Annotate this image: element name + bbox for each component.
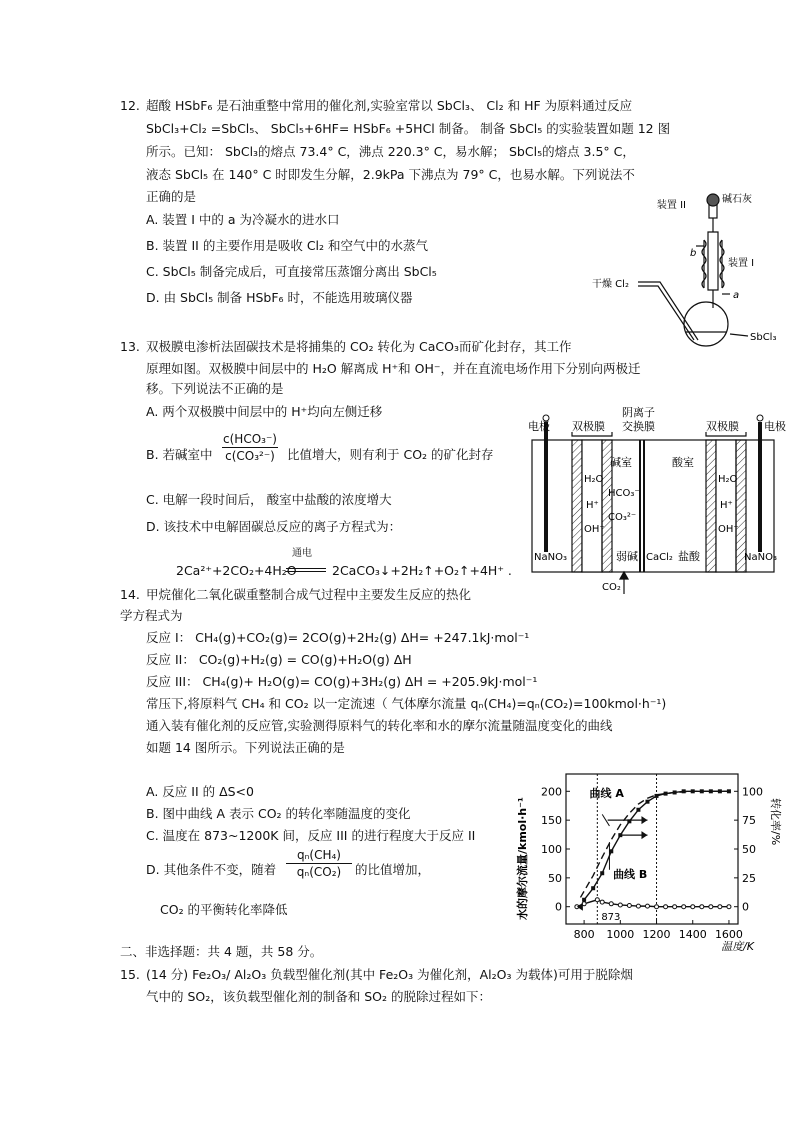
- fig13-alkali-room: 碱室: [610, 456, 632, 469]
- fig13-oh-right: OH⁻: [718, 524, 739, 535]
- q12-option-b: B. 装置 II 的主要作用是吸收 Cl₂ 和空气中的水蒸气: [146, 238, 429, 253]
- y-right-tick-label: 0: [742, 900, 749, 914]
- q13-fraction-numerator: c(HCO₃⁻): [223, 432, 277, 446]
- data-point: [636, 904, 640, 908]
- x-tick-label: 1000: [606, 928, 635, 941]
- fig13-co3: CO₃²⁻: [608, 512, 637, 523]
- data-point: [727, 789, 731, 793]
- data-point: [673, 905, 677, 909]
- q15-line1: (14 分) Fe₂O₃/ Al₂O₃ 负载型催化剂(其中 Fe₂O₃ 为催化剂，Al₂O₃ 为载体)可用于脱除烟: [146, 967, 633, 982]
- q13-eq-left: 2Ca²⁺+2CO₂+4H₂O: [176, 563, 297, 578]
- arrow-75-head: [641, 816, 647, 824]
- q14-option-d-suffix: 的比值增加，: [355, 862, 431, 877]
- q14-option-d-fraction: [286, 848, 352, 879]
- q15-number: 15.: [120, 967, 140, 982]
- q14-option-d-prefix: D. 其他条件不变，随着: [146, 862, 277, 877]
- marker-873-label: 873: [601, 912, 621, 923]
- q14-reaction2: 反应 II： CO₂(g)+H₂(g) = CO(g)+H₂O(g) ΔH: [146, 652, 412, 667]
- q14-reaction1: 反应 I： CH₄(g)+CO₂(g)= 2CO(g)+2H₂(g) ΔH= +247.1kJ·mol⁻¹: [146, 630, 530, 645]
- fig13-electrode-right: 电极: [764, 420, 786, 433]
- data-point: [582, 898, 586, 902]
- fig13-hplus-right: H⁺: [720, 500, 733, 511]
- data-point: [645, 904, 649, 908]
- data-point: [645, 800, 649, 804]
- x-tick-label: 1600: [714, 928, 743, 941]
- q15-line2: 气中的 SO₂，该负载型催化剂的制备和 SO₂ 的脱除过程如下：: [146, 989, 491, 1004]
- q12-line4: 液态 SbCl₅ 在 140° C 时即发生分解，2.9kPa 下沸点为 79° C，也易水解。下列说法不: [146, 167, 635, 182]
- q13-eq-arrow: [286, 568, 326, 572]
- q12-line5: 正确的是: [146, 189, 197, 204]
- fig12-device2-label: 装置 II: [656, 200, 686, 211]
- fig13-h2o-left: H₂O: [584, 474, 604, 485]
- data-point: [664, 905, 668, 909]
- q13-option-b-suffix: 比值增大，则有利于 CO₂ 的矿化封存: [287, 447, 494, 462]
- y-left-tick-label: 50: [548, 871, 562, 885]
- data-point: [700, 905, 704, 909]
- fig12-soda-lime-label: 碱石灰: [722, 194, 752, 205]
- data-point: [682, 789, 686, 793]
- y-left-tick-label: 0: [555, 900, 562, 914]
- data-point: [700, 789, 704, 793]
- fig12-b-label: b: [690, 248, 697, 259]
- arrow-left-axis-head: [577, 903, 583, 911]
- data-point: [709, 789, 713, 793]
- q13-eq-condition: 通电: [292, 548, 312, 559]
- fig12-a-label: a: [733, 290, 740, 301]
- q14-line1: 甲烷催化二氧化碳重整制合成气过程中主要发生反应的热化: [146, 587, 472, 602]
- data-point: [591, 886, 595, 890]
- q14-fraction-numerator: qₙ(CH₄): [286, 848, 352, 864]
- q13-option-c: C. 电解一段时间后， 酸室中盐酸的浓度增大: [146, 492, 392, 507]
- data-point: [709, 905, 713, 909]
- q14-line4: 通入装有催化剂的反应管,实验测得原料气的转化率和水的摩尔流量随温度变化的曲线: [146, 718, 613, 733]
- q12-line1: 超酸 HSbF₆ 是石油重整中常用的催化剂,实验室常以 SbCl₃、 Cl₂ 和 HF 为原料通过反应: [146, 98, 633, 113]
- x-tick-label: 1200: [642, 928, 671, 941]
- q13-right-electrode: [758, 422, 762, 552]
- y-right-tick-label: 75: [742, 814, 756, 828]
- fig13-electrode-left: 电极: [528, 420, 550, 433]
- fig13-anion-label-1: 阴离子: [622, 406, 655, 419]
- q12-number: 12.: [120, 98, 140, 113]
- q14-line5: 如题 14 图所示。下列说法正确的是: [146, 740, 345, 755]
- fig13-weak-base: 弱碱: [616, 550, 638, 563]
- data-point: [664, 792, 668, 796]
- curve-b-label: 曲线 B: [613, 867, 648, 881]
- x-tick-label: 1400: [678, 928, 707, 941]
- fig13-bipolar-right: 双极膜: [706, 420, 739, 433]
- q14-line2: 学方程式为: [120, 608, 183, 623]
- q12-line3: 所示。已知： SbCl₃的熔点 73.4° C，沸点 220.3° C，易水解； SbCl₅的熔点 3.5° C，: [146, 144, 635, 159]
- y-right-axis-label: 转化率/%: [769, 798, 782, 846]
- q14-number: 14.: [120, 587, 140, 602]
- data-point: [718, 905, 722, 909]
- arrow-62-head: [641, 831, 647, 839]
- q13-left-electrode: [544, 422, 548, 552]
- q12-line2: SbCl₃+Cl₂ =SbCl₅、 SbCl₅+6HF= HSbF₆ +5HCl 制备。 制备 SbCl₅ 的实验装置如题 12 图: [146, 121, 671, 136]
- data-point: [636, 808, 640, 812]
- fig13-bipolar-left: 双极膜: [572, 420, 605, 433]
- data-point: [718, 789, 722, 793]
- data-point: [600, 871, 604, 875]
- q12-option-a: A. 装置 I 中的 a 为冷凝水的进水口: [146, 212, 340, 227]
- fig13-nano3-right: NaNO₃: [744, 552, 777, 563]
- q14-line3: 常压下,将原料气 CH₄ 和 CO₂ 以一定流速（ 气体摩尔流量 qₙ(CH₄)=qₙ(CO₂)=100kmol·h⁻¹): [146, 696, 667, 711]
- fig13-oh-left: OH⁻: [584, 524, 605, 535]
- q13-number: 13.: [120, 339, 140, 354]
- curve-a-label: 曲线 A: [589, 787, 624, 801]
- q13-option-b-prefix: B. 若碱室中: [146, 447, 213, 462]
- fig13-co2: CO₂: [602, 582, 621, 593]
- fig12-device1-label: 装置 I: [728, 258, 755, 269]
- fig13-hcl: 盐酸: [678, 550, 700, 563]
- part2-title: 二、非选择题：共 4 题，共 58 分。: [120, 944, 323, 959]
- q13-option-a: A. 两个双极膜中间层中的 H⁺均向左侧迁移: [146, 404, 383, 419]
- fig13-hplus-left: H⁺: [586, 500, 599, 511]
- q12-apparatus-figure: [590, 190, 790, 350]
- fig12-sbcl3-label: SbCl₃: [750, 332, 777, 343]
- q13-line2: 原理如图。双极膜中间层中的 H₂O 解离成 H⁺和 OH⁻，并在直流电场作用下分别向两极迁: [146, 361, 641, 376]
- y-right-tick-label: 100: [742, 785, 763, 799]
- y-right-tick-label: 25: [742, 871, 756, 885]
- q13-electrodialysis-figure: [522, 404, 786, 594]
- y-left-tick-label: 150: [541, 814, 562, 828]
- y-left-tick-label: 200: [541, 785, 562, 799]
- data-point: [600, 900, 604, 904]
- q14-fraction-denominator: qₙ(CO₂): [296, 865, 342, 879]
- q13-line3: 移。下列说法不正确的是: [146, 381, 284, 396]
- q14-reaction3: 反应 III： CH₄(g)+ H₂O(g)= CO(g)+3H₂(g) ΔH = +205.9kJ·mol⁻¹: [146, 674, 538, 689]
- fig13-hco3: HCO₃⁻: [608, 488, 640, 499]
- q13-eq-right: 2CaCO₃↓+2H₂↑+O₂↑+4H⁺ .: [332, 563, 512, 578]
- series-line-0: [580, 791, 728, 897]
- data-point: [727, 905, 731, 909]
- data-point: [682, 905, 686, 909]
- q12-option-c: C. SbCl₅ 制备完成后，可直接常压蒸馏分离出 SbCl₅: [146, 264, 437, 279]
- q14-option-c: C. 温度在 873~1200K 间，反应 III 的进行程度大于反应 II: [146, 828, 476, 843]
- q14-chart: [512, 762, 794, 974]
- fig13-anion-label-2: 交换膜: [622, 420, 655, 433]
- data-point: [655, 905, 659, 909]
- data-point: [595, 898, 599, 902]
- q13-fraction-denominator: c(CO₃²⁻): [225, 449, 275, 463]
- fig13-h2o-right: H₂O: [718, 474, 738, 485]
- y-right-tick-label: 50: [742, 843, 756, 856]
- data-point: [609, 902, 613, 906]
- data-point: [691, 789, 695, 793]
- series-line-2: [577, 900, 729, 907]
- y-left-axis-label: 水的摩尔流量/kmol·h⁻¹: [516, 797, 529, 920]
- data-point: [673, 790, 677, 794]
- fig12-dry-cl2-label: 干燥 Cl₂: [592, 279, 629, 290]
- q14-option-a: A. 反应 II 的 ΔS<0: [146, 784, 254, 799]
- fig13-nano3-left: NaNO₃: [534, 552, 567, 563]
- data-point: [618, 903, 622, 907]
- data-point: [691, 905, 695, 909]
- q13-line1: 双极膜电渗析法固碳技术是将捕集的 CO₂ 转化为 CaCO₃而矿化封存，其工作: [146, 339, 572, 354]
- q14-option-b: B. 图中曲线 A 表示 CO₂ 的转化率随温度的变化: [146, 806, 411, 821]
- x-axis-label: 温度/K: [721, 940, 754, 953]
- q12-option-d: D. 由 SbCl₅ 制备 HSbF₆ 时，不能选用玻璃仪器: [146, 290, 413, 305]
- fig13-cacl2: CaCl₂: [646, 552, 673, 563]
- data-point: [627, 904, 631, 908]
- data-point: [655, 794, 659, 798]
- q13-option-d: D. 该技术中电解固碳总反应的离子方程式为：: [146, 519, 402, 534]
- q14-option-d-line2: CO₂ 的平衡转化率降低: [160, 902, 288, 917]
- fig13-acid-room: 酸室: [672, 456, 694, 469]
- x-tick-label: 800: [573, 928, 595, 941]
- y-left-tick-label: 100: [541, 843, 562, 856]
- q13-option-b-fraction: [222, 432, 278, 463]
